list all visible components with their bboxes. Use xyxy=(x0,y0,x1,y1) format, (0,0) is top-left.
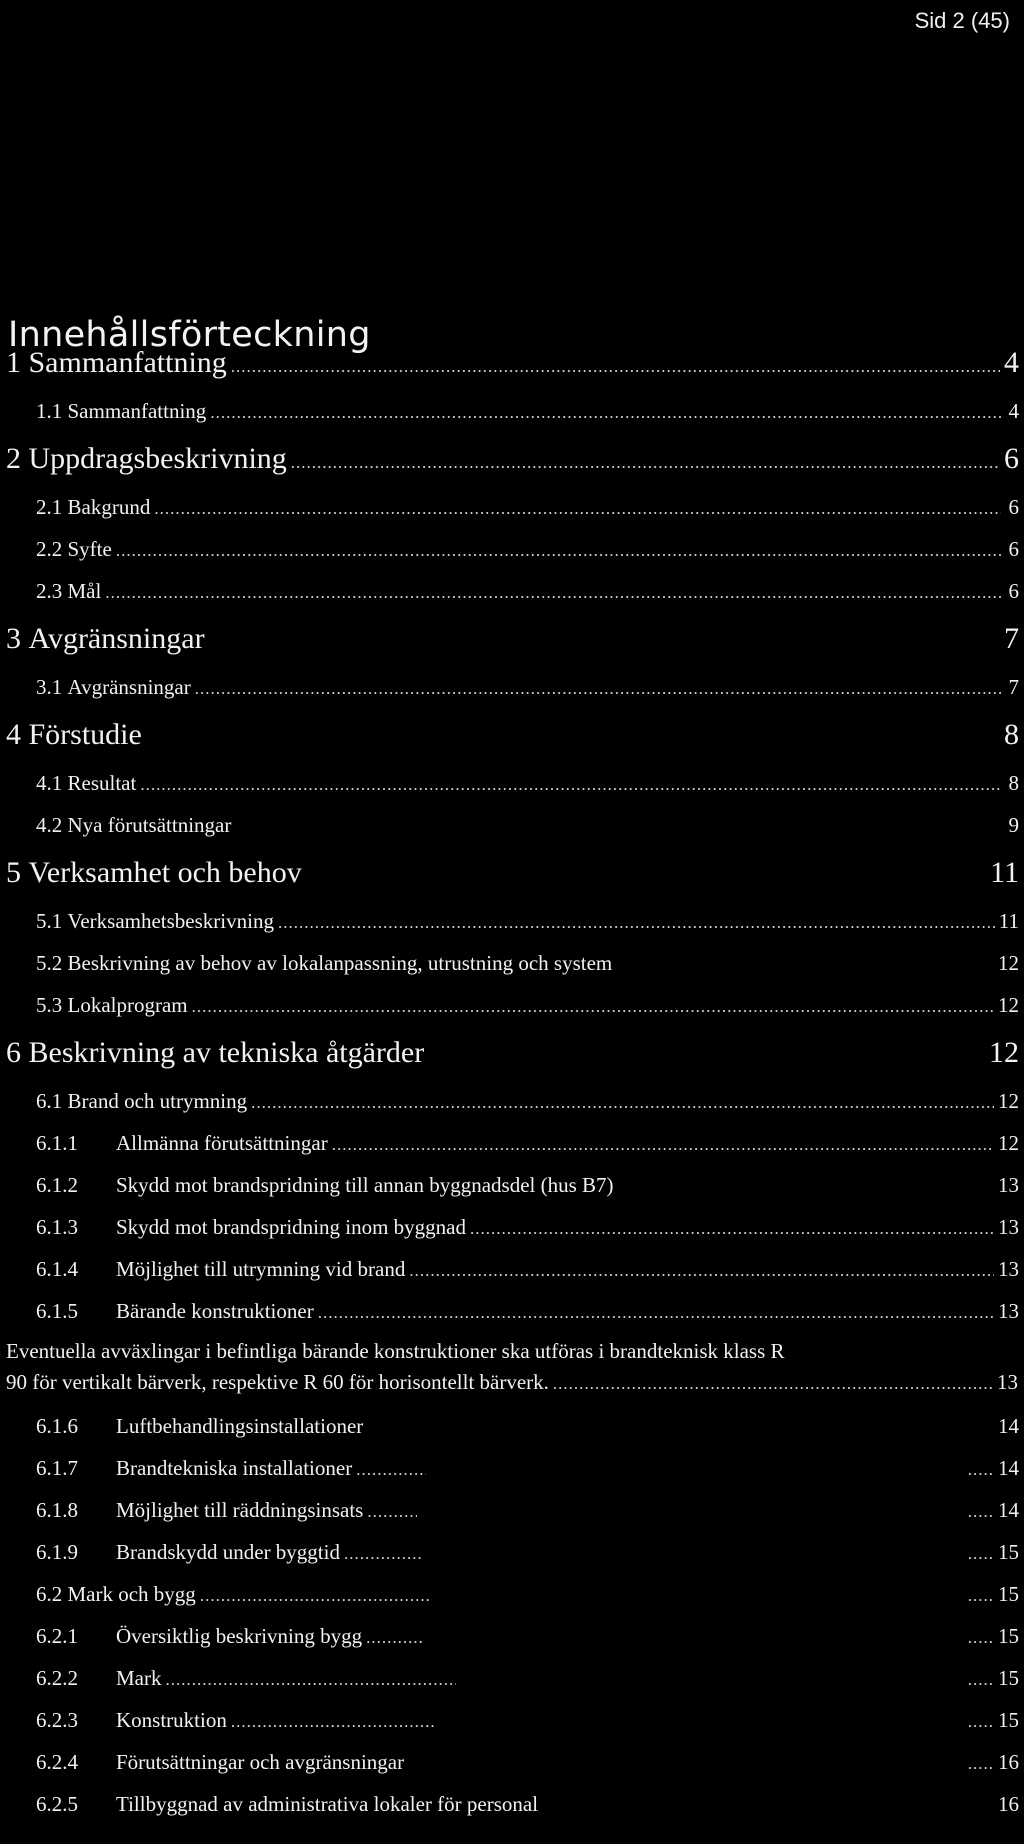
toc-entry-page: 14 xyxy=(998,1456,1019,1480)
toc-entry-label: Brandtekniska installationer xyxy=(116,1456,353,1480)
toc-entry-page: 14 xyxy=(998,1498,1019,1522)
toc-entry-number: 4.1 xyxy=(36,771,63,795)
toc-entry-2-1[interactable] xyxy=(0,486,1024,528)
toc-entry-page: 15 xyxy=(998,1540,1019,1564)
toc-entry-number: 6.2.3 xyxy=(36,1708,78,1732)
page-number-header: Sid 2 (45) xyxy=(914,8,1010,33)
dot-leader xyxy=(105,570,1001,614)
toc-entry-6-1-7[interactable] xyxy=(0,1447,1024,1489)
dot-leader xyxy=(231,1699,436,1743)
toc-entry-1[interactable] xyxy=(0,336,1024,390)
toc-entry-number: 6.1.1 xyxy=(36,1131,78,1155)
table-of-contents xyxy=(0,336,1024,1825)
toc-entry-label: Syfte xyxy=(67,537,112,561)
toc-entry-5-1[interactable] xyxy=(0,900,1024,942)
toc-entry-2-3[interactable] xyxy=(0,570,1024,612)
toc-entry-number: 6.1 xyxy=(36,1089,63,1113)
toc-entry-number: 6.2.5 xyxy=(36,1792,78,1816)
dot-leader xyxy=(366,1615,424,1659)
toc-entry-number: 6.1.8 xyxy=(36,1498,78,1522)
toc-entry-page: 9 xyxy=(1008,813,1019,837)
toc-entry-paragraph[interactable] xyxy=(0,1332,1024,1405)
toc-entry-label: Mark och bygg xyxy=(67,1582,196,1606)
toc-entry-label: Förutsättningar och avgränsningar xyxy=(116,1750,405,1774)
toc-entry-page: 6 xyxy=(1008,537,1019,561)
toc-entry-number: 6.1.7 xyxy=(36,1456,78,1480)
dot-leader: ..... xyxy=(967,1754,994,1773)
toc-entry-6-1-2[interactable] xyxy=(0,1164,1024,1206)
toc-entry-page: 13 xyxy=(997,1370,1018,1394)
dot-leader xyxy=(409,1248,994,1292)
toc-entry-number: 2.2 xyxy=(36,537,63,561)
toc-entry-label: Översiktlig beskrivning bygg xyxy=(116,1624,363,1648)
toc-entry-label: Bakgrund xyxy=(67,495,151,519)
dot-leader: ..... xyxy=(967,1712,994,1731)
toc-entry-page: 6 xyxy=(1004,442,1019,475)
toc-entry-page: 13 xyxy=(998,1257,1019,1281)
toc-entry-page: 16 xyxy=(998,1792,1019,1816)
toc-entry-label: Luftbehandlingsinstallationer xyxy=(116,1414,364,1438)
toc-entry-6-1[interactable] xyxy=(0,1080,1024,1122)
dot-leader xyxy=(470,1206,994,1250)
toc-entry-6-2-5[interactable] xyxy=(0,1783,1024,1825)
toc-entry-label: Lokalprogram xyxy=(67,993,188,1017)
dot-leader xyxy=(154,486,1001,530)
toc-entry-number: 3.1 xyxy=(36,675,63,699)
dot-leader xyxy=(332,1122,994,1166)
dot-leader xyxy=(166,1657,456,1701)
toc-entry-number: 5.1 xyxy=(36,909,63,933)
toc-entry-page: 13 xyxy=(998,1173,1019,1197)
toc-entry-label: Beskrivning av tekniska åtgärder xyxy=(28,1036,425,1069)
toc-entry-number: 6.1.2 xyxy=(36,1173,78,1197)
dot-leader xyxy=(356,1447,426,1491)
toc-entry-page: 13 xyxy=(998,1299,1019,1323)
toc-entry-page: 14 xyxy=(998,1414,1019,1438)
toc-entry-2[interactable] xyxy=(0,432,1024,486)
toc-entry-number: 6 xyxy=(6,1036,21,1069)
dot-leader xyxy=(200,1573,432,1617)
toc-entry-6[interactable] xyxy=(0,1026,1024,1080)
toc-entry-3[interactable] xyxy=(0,612,1024,666)
dot-leader: ..... xyxy=(967,1502,994,1521)
toc-entry-number: 4 xyxy=(6,718,21,751)
toc-entry-label: Sammanfattning xyxy=(67,399,207,423)
dot-leader: ..... xyxy=(967,1670,994,1689)
toc-entry-3-1[interactable] xyxy=(0,666,1024,708)
toc-entry-6-1-3[interactable] xyxy=(0,1206,1024,1248)
toc-entry-label: Brandskydd under byggtid xyxy=(116,1540,340,1564)
toc-entry-page: 12 xyxy=(998,1089,1019,1113)
toc-entry-page: 15 xyxy=(998,1666,1019,1690)
toc-entry-label: Skydd mot brandspridning inom byggnad xyxy=(116,1215,466,1239)
toc-entry-label: Mål xyxy=(67,579,102,603)
dot-leader xyxy=(278,900,995,944)
toc-entry-page: 15 xyxy=(998,1624,1019,1648)
toc-entry-label: Bärande konstruktioner xyxy=(116,1299,314,1323)
toc-entry-page: 6 xyxy=(1008,579,1019,603)
toc-entry-label: Beskrivning av behov av lokalanpassning, utrustning och system xyxy=(67,951,613,975)
toc-entry-number: 6.2.2 xyxy=(36,1666,78,1690)
toc-entry-label: Allmänna förutsättningar xyxy=(116,1131,328,1155)
toc-entry-6-2-4[interactable] xyxy=(0,1741,1024,1783)
toc-entry-5-3[interactable] xyxy=(0,984,1024,1026)
toc-entry-label: Resultat xyxy=(67,771,137,795)
toc-entry-page: 12 xyxy=(989,1036,1019,1069)
toc-entry-6-1-4[interactable] xyxy=(0,1248,1024,1290)
toc-entry-1-1[interactable] xyxy=(0,390,1024,432)
toc-entry-label: Möjlighet till räddningsinsats xyxy=(116,1498,364,1522)
toc-entry-4[interactable] xyxy=(0,708,1024,762)
toc-entry-page: 4 xyxy=(1004,346,1019,379)
toc-entry-page: 15 xyxy=(998,1708,1019,1732)
toc-entry-5-2[interactable] xyxy=(0,942,1024,984)
toc-entry-label: Brand och utrymning xyxy=(67,1089,248,1113)
dot-leader xyxy=(195,666,1001,710)
toc-entry-number: 6.1.3 xyxy=(36,1215,78,1239)
dot-leader xyxy=(553,1367,993,1399)
toc-entry-number: 4.2 xyxy=(36,813,63,837)
dot-leader: ..... xyxy=(967,1628,994,1647)
dot-leader xyxy=(291,432,1000,490)
toc-entry-number: 6.1.6 xyxy=(36,1414,78,1438)
toc-entry-6-1-6[interactable] xyxy=(0,1405,1024,1447)
toc-entry-6-2-1[interactable] xyxy=(0,1615,1024,1657)
toc-entry-4-1[interactable] xyxy=(0,762,1024,804)
dot-leader xyxy=(192,984,994,1028)
toc-entry-page: 11 xyxy=(998,909,1019,933)
toc-entry-number: 2 xyxy=(6,442,21,475)
toc-heading: Innehållsförteckning xyxy=(8,315,371,356)
toc-entry-label: Mark xyxy=(116,1666,162,1690)
toc-paragraph-line-1: Eventuella avväxlingar i befintliga bärande konstruktioner ska utföras i brandteknisk klass R xyxy=(6,1339,785,1363)
dot-leader xyxy=(367,1489,417,1533)
toc-entry-number: 1 xyxy=(6,346,21,379)
toc-entry-page: 15 xyxy=(998,1582,1019,1606)
dot-leader xyxy=(318,1290,994,1334)
toc-entry-6-1-8[interactable] xyxy=(0,1489,1024,1531)
toc-entry-6-1-9[interactable] xyxy=(0,1531,1024,1573)
toc-entry-page: 8 xyxy=(1008,771,1019,795)
dot-leader xyxy=(251,1080,994,1124)
dot-leader xyxy=(231,336,1000,394)
toc-entry-page: 12 xyxy=(998,1131,1019,1155)
toc-entry-number: 5 xyxy=(6,856,21,889)
toc-entry-label: Avgränsningar xyxy=(28,622,205,655)
toc-entry-2-2[interactable] xyxy=(0,528,1024,570)
toc-entry-page: 7 xyxy=(1004,622,1019,655)
toc-entry-page: 11 xyxy=(990,856,1019,889)
dot-leader: ..... xyxy=(967,1544,994,1563)
dot-leader xyxy=(210,390,1001,434)
toc-entry-page: 16 xyxy=(998,1750,1019,1774)
toc-entry-6-1-5[interactable] xyxy=(0,1290,1024,1332)
toc-entry-label: Skydd mot brandspridning till annan byggnadsdel (hus B7) xyxy=(116,1173,614,1197)
toc-entry-6-2-3[interactable] xyxy=(0,1699,1024,1741)
toc-entry-number: 5.2 xyxy=(36,951,63,975)
toc-entry-page: 13 xyxy=(998,1215,1019,1239)
toc-entry-number: 1.1 xyxy=(36,399,63,423)
toc-entry-6-2[interactable] xyxy=(0,1573,1024,1615)
toc-entry-number: 6.1.9 xyxy=(36,1540,78,1564)
toc-entry-label: Förstudie xyxy=(28,718,142,751)
toc-entry-number: 6.2.4 xyxy=(36,1750,78,1774)
toc-entry-label: Möjlighet till utrymning vid brand xyxy=(116,1257,406,1281)
toc-entry-number: 2.3 xyxy=(36,579,63,603)
toc-entry-page: 12 xyxy=(998,993,1019,1017)
toc-entry-number: 6.2 xyxy=(36,1582,63,1606)
toc-entry-label: Konstruktion xyxy=(116,1708,227,1732)
toc-entry-number: 6.2.1 xyxy=(36,1624,78,1648)
toc-entry-page: 7 xyxy=(1008,675,1019,699)
toc-entry-label: Sammanfattning xyxy=(28,346,227,379)
dot-leader: ..... xyxy=(967,1586,994,1605)
toc-entry-label: Uppdragsbeskrivning xyxy=(28,442,287,475)
dot-leader xyxy=(344,1531,422,1575)
toc-entry-label: Verksamhet och behov xyxy=(28,856,302,889)
dot-leader xyxy=(116,528,1001,572)
toc-entry-number: 6.1.4 xyxy=(36,1257,78,1281)
toc-entry-6-1-1[interactable] xyxy=(0,1122,1024,1164)
toc-entry-number: 5.3 xyxy=(36,993,63,1017)
toc-entry-label: Verksamhetsbeskrivning xyxy=(67,909,274,933)
toc-entry-page: 8 xyxy=(1004,718,1019,751)
toc-entry-label: Tillbyggnad av administrativa lokaler för personal xyxy=(116,1792,539,1816)
dot-leader: ..... xyxy=(967,1460,994,1479)
toc-entry-number: 6.1.5 xyxy=(36,1299,78,1323)
toc-entry-page: 12 xyxy=(998,951,1019,975)
toc-entry-number: 3 xyxy=(6,622,21,655)
toc-entry-5[interactable] xyxy=(0,846,1024,900)
dot-leader xyxy=(140,762,1001,806)
toc-entry-page: 6 xyxy=(1008,495,1019,519)
toc-entry-label: Avgränsningar xyxy=(67,675,191,699)
toc-entry-number: 2.1 xyxy=(36,495,63,519)
toc-entry-page: 4 xyxy=(1008,399,1019,423)
toc-entry-6-2-2[interactable] xyxy=(0,1657,1024,1699)
toc-paragraph-line-2: 90 för vertikalt bärverk, respektive R 60 för horisontellt bärverk. xyxy=(6,1370,549,1394)
toc-entry-4-2[interactable] xyxy=(0,804,1024,846)
toc-entry-label: Nya förutsättningar xyxy=(67,813,232,837)
